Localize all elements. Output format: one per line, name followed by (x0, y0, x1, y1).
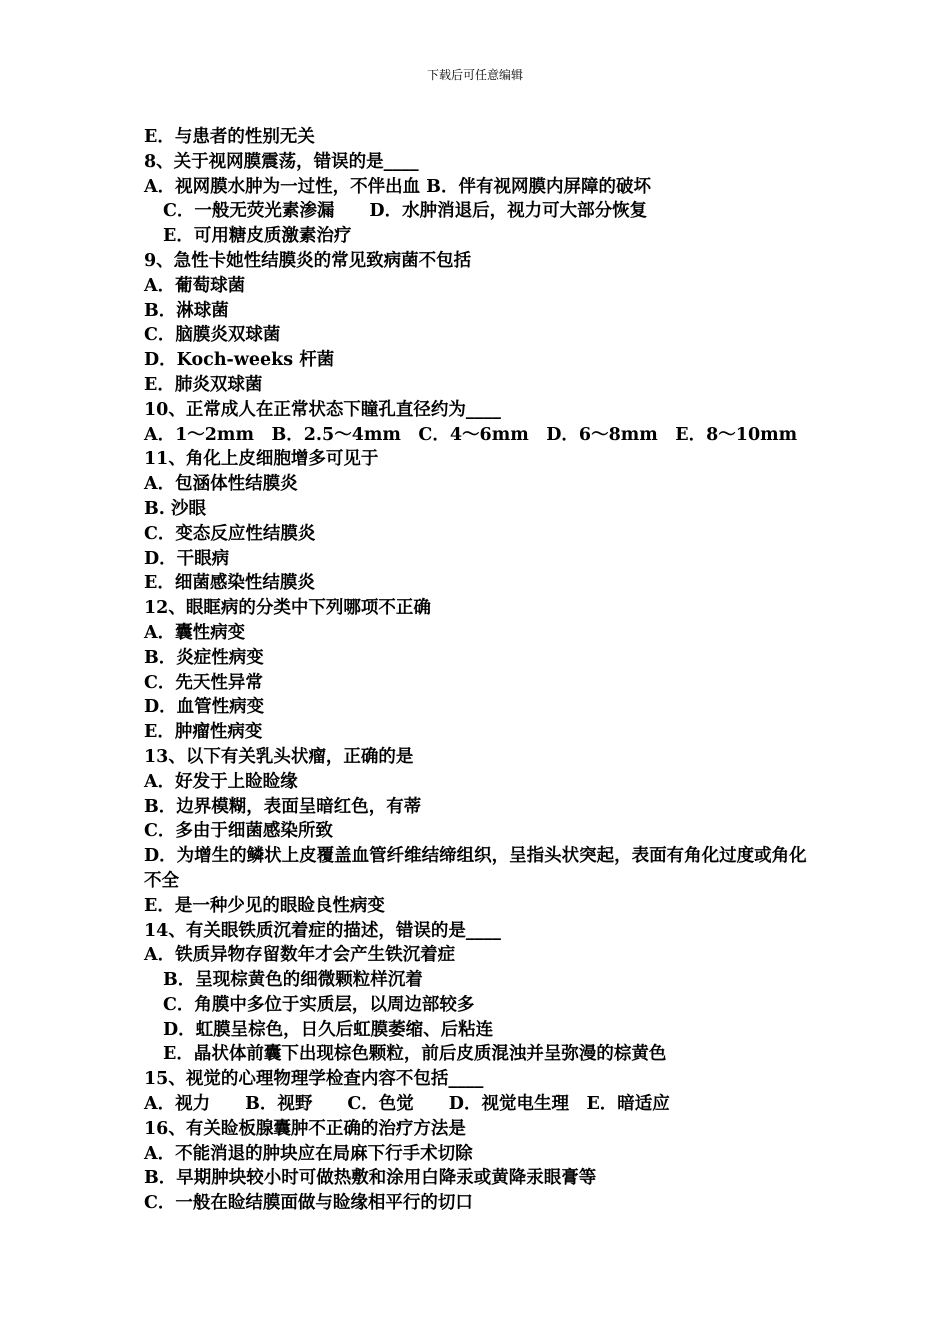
text-line: E．晶状体前囊下出现棕色颗粒，前后皮质混浊并呈弥漫的棕黄色 (163, 1044, 667, 1065)
text-line: C．多由于细菌感染所致 (144, 821, 333, 842)
text-line: B．炎症性病变 (144, 647, 264, 668)
text-line: C．角膜中多位于实质层，以周边部较多 (163, 994, 475, 1015)
text-line: E．是一种少见的眼睑良性病变 (144, 895, 385, 916)
text-line: 9、急性卡她性结膜炎的常见致病菌不包括 (144, 250, 472, 271)
document-body (144, 125, 824, 1216)
text-line: 12、眼眶病的分类中下列哪项不正确 (144, 598, 431, 619)
text-line: A．不能消退的肿块应在局麻下行手术切除 (144, 1143, 473, 1164)
text-line: E．可用糖皮质激素治疗 (163, 226, 352, 247)
text-line: A．好发于上睑睑缘 (144, 771, 298, 792)
page-header: 下载后可任意编辑 (426, 68, 523, 82)
text-line: A．1～2mm B．2.5～4mm C．4～6mm D．6～8mm E．8～10mm (144, 424, 798, 445)
text-line: A．视力 B．视野 C．色觉 D．视觉电生理 E．暗适应 (144, 1094, 670, 1115)
text-line: C．一般在睑结膜面做与睑缘相平行的切口 (144, 1193, 473, 1214)
text-line: A．囊性病变 (144, 622, 246, 643)
text-line: A．铁质异物存留数年才会产生铁沉着症 (144, 945, 456, 966)
text-line: 16、有关睑板腺囊肿不正确的治疗方法是 (144, 1118, 466, 1139)
text-line: A．视网膜水肿为一过性，不伴出血 B．伴有视网膜内屏障的破坏 (144, 176, 651, 197)
text-line: D．虹膜呈棕色，日久后虹膜萎缩、后粘连 (163, 1019, 494, 1040)
text-line: D．Koch-weeks 杆菌 (144, 350, 335, 371)
text-line: B．早期肿块较小时可做热敷和涂用白降汞或黄降汞眼膏等 (144, 1168, 597, 1189)
text-line: 8、关于视网膜震荡，错误的是____ (144, 151, 419, 172)
text-line: 11、角化上皮细胞增多可见于 (144, 449, 379, 470)
text-line: D．血管性病变 (144, 697, 265, 718)
text-line: C．变态反应性结膜炎 (144, 523, 316, 544)
text-line: C．脑膜炎双球菌 (144, 325, 281, 346)
text-line: C．先天性异常 (144, 672, 263, 693)
text-line: A．葡萄球菌 (144, 275, 246, 296)
text-line: E．与患者的性别无关 (144, 127, 315, 147)
text-line: C．一般无荧光素渗漏 D．水肿消退后，视力可大部分恢复 (163, 201, 648, 222)
text-line: E．肺炎双球菌 (144, 374, 263, 395)
text-line: 14、有关眼铁质沉着症的描述，错误的是____ (144, 920, 501, 941)
text-line: E．细菌感染性结膜炎 (144, 573, 315, 594)
text-line: D．为增生的鳞状上皮覆盖血管纤维结缔组织，呈指头状突起，表面有角化过度或角化不全 (144, 846, 807, 891)
text-line: B．边界模糊，表面呈暗红色，有蒂 (144, 796, 422, 817)
text-line: 10、正常成人在正常状态下瞳孔直径约为____ (144, 399, 501, 420)
text-line: B. 沙眼 (144, 498, 206, 519)
text-line: B．淋球菌 (144, 300, 229, 321)
text-line: A．包涵体性结膜炎 (144, 474, 298, 495)
text-line: B．呈现棕黄色的细微颗粒样沉着 (163, 970, 423, 991)
text-line: 13、以下有关乳头状瘤，正确的是 (144, 746, 414, 767)
text-line: D．干眼病 (144, 548, 230, 569)
text-line: 15、视觉的心理物理学检查内容不包括____ (144, 1069, 484, 1090)
text-line: E．肿瘤性病变 (144, 722, 263, 743)
